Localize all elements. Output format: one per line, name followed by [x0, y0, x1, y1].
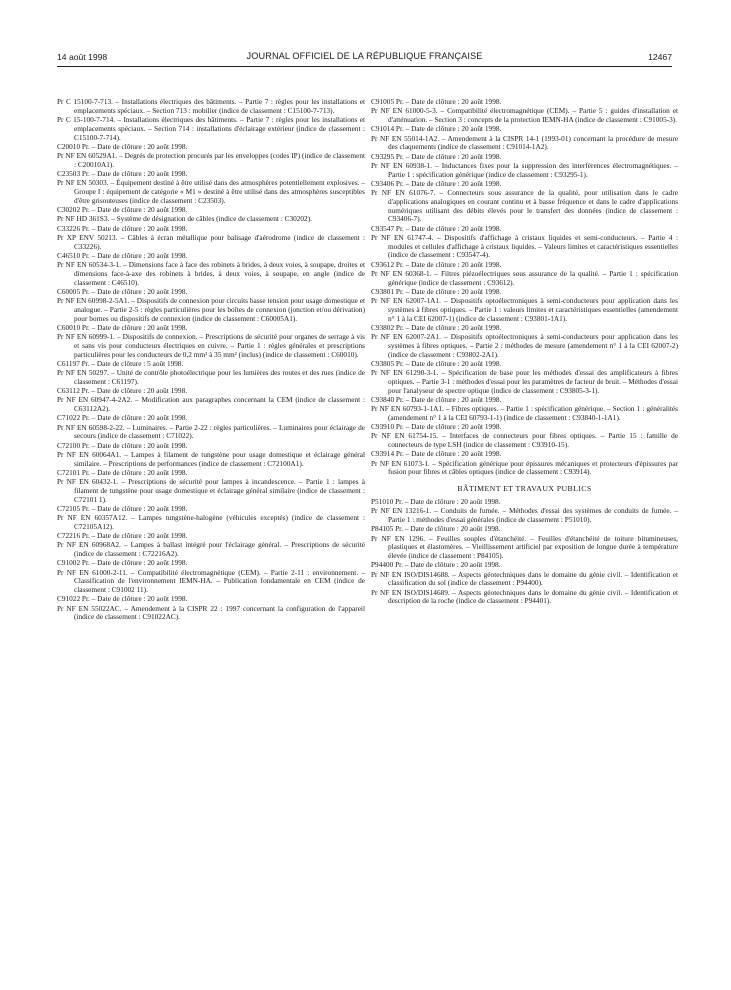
notice-text: – Date de clôture : 20 août 1998. — [89, 322, 188, 332]
notice-text: – Amendement à la CISPR 22 : 1997 concernant la configuration de l'appareil (indice de classement : C91022AC). — [74, 603, 365, 622]
notice-text: – Date de clôture : 20 août 1998. — [403, 151, 502, 161]
notice-entry — [371, 107, 678, 125]
notice-code: P84105 Pr. — [371, 524, 404, 534]
notice-text: – Aspects géotechniques dans le domaine du génie civil. – Identification et description de la roche (indice de classement : P94401). — [388, 587, 679, 606]
notice-code: C72101 Pr. — [57, 467, 90, 477]
notice-code: Pr NF EN 60947-4-2A2. — [57, 395, 133, 405]
notice-text: – Date de clôture : 20 août 1998. — [89, 558, 188, 568]
notice-code: Pr NF EN 60357A12. — [57, 513, 128, 522]
notice-code: Pr NF EN 50303. — [57, 178, 109, 188]
notice-text: – Date de clôture : 20 août 1998. — [403, 178, 502, 188]
notice-code: Pr NF EN 60998-2-5A1. — [57, 296, 130, 305]
notice-text: – Interfaces de connecteurs pour fibres optiques. – Partie 15 : famille de connecteurs de type LSH (indice de classement : C93910-15). — [388, 431, 678, 449]
notice-entry — [371, 507, 678, 525]
notice-text: – Spécification générique pour épissures mécaniques et protecteurs d'épissures par fusion pour fibres et câbles optiques (indice de classement : C93914). — [388, 458, 678, 477]
page-header — [57, 50, 672, 64]
notice-entry — [57, 152, 365, 170]
notice-entry — [57, 541, 365, 559]
notice-code: P94400 Pr. — [371, 560, 404, 570]
notice-text: – Unité de contrôle photoélectrique pour les lumières des routes et des rues (indice de classement : C61197). — [74, 368, 365, 386]
notice-text: – Système de désignation de câbles (indice de classement : C30202). — [109, 214, 312, 224]
notice-text: – Date de clôture : 20 août 1998. — [89, 503, 188, 513]
notice-text: – Équipement destiné à être utilisé dans des atmosphères potentiellement explosives. – Groupe I : équipement de catégorie « M1 » destiné à être utilisé dans des atmosphères susceptibles d'être grisouteuses (indice de classement : C23503). — [74, 178, 365, 205]
notice-code: C91014 Pr. — [371, 124, 404, 134]
notice-entry — [57, 369, 365, 387]
notice-code: Pr NF EN 62007-2A1. — [371, 332, 441, 341]
notice-entry — [371, 405, 678, 423]
notice-text: – Dimensions face à face des robinets à brides, à deux voies, à soupape, droites et dimensions face-à-axe des robinets à brides, à deux voies, à soupape, en angle (indice de classement : C46510). — [74, 260, 365, 287]
notice-code: Pr NF EN 60432-1. — [57, 477, 119, 486]
notice-code: C93406 Pr. — [371, 178, 404, 188]
notice-code: C46510 Pr. — [57, 250, 90, 260]
notice-code: Pr XP ENV 50213. — [57, 232, 118, 242]
notice-entry — [57, 261, 365, 287]
notice-text: – Date de clôture : 20 août 1998. — [403, 97, 502, 106]
notice-code: Pr NF EN 61073-1. — [371, 458, 430, 468]
notice-code: C61197 Pr. — [57, 358, 90, 368]
notice-text: – Lampes tungstène-halogène (véhicules exceptés) (indice de classement : C72105A12). — [74, 513, 365, 531]
notice-code: C93910 Pr. — [371, 422, 404, 431]
notice-text: – Compatibilité électromagnétique (CEM). – Partie 5 : guides d'installation et d'atténuation. – Section 3 : concepts de la protection IEMN-HA (indice de classement : C91005-3). — [388, 106, 678, 124]
header-rule — [57, 66, 672, 67]
notice-code: C60010 Pr. — [57, 322, 90, 332]
notice-text: – Date de clôture : 20 août 1998. — [403, 259, 502, 269]
notice-text: – Lampes à filament de tungstène pour usage domestique et éclairage général similaire. – Prescriptions de performances (indice de classement : C72100A1). — [74, 449, 365, 468]
notice-code: Pr NF EN 61076-7. — [371, 188, 436, 197]
notice-code: Pr NF EN 50297. — [57, 368, 109, 377]
notice-code: Pr C 15100-7-713. — [57, 97, 113, 106]
notice-text: – Date de clôture : 20 août 1998. — [89, 531, 188, 540]
notice-entry — [57, 333, 365, 359]
notice-code: Pr NF EN 60368-1. — [371, 268, 432, 278]
notice-code: Pr NF EN 61754-15. — [371, 431, 439, 441]
notice-entry — [371, 432, 678, 450]
notice-text: – Date de clôture : 20 août 1998. — [89, 594, 188, 604]
notice-text: – Degrés de protection procurés par les enveloppes (codes IP) (indice de classement : C20010A1). — [74, 151, 365, 169]
notice-entry — [57, 396, 365, 414]
notice-text: – Dispositifs de connexion. – Prescriptions de sécurité pour organes de serrage à vis et sans vis pour conducteurs électriques en cuivre. – Partie 1 : règles générales et prescriptions particulières pour les conducteurs de 0,2 mm² à 35 mm² (inclus) (indice de classement : C60010). — [74, 332, 365, 359]
notice-text: – Date de clôture : 20 août 1998. — [403, 286, 502, 296]
notice-code: C72216 Pr. — [57, 531, 90, 540]
notice-entry — [371, 189, 678, 224]
notice-entry — [57, 234, 365, 252]
right-column-entries — [371, 98, 678, 477]
notice-text: – Date de clôture : 20 août 1998. — [403, 449, 502, 459]
notice-text: – Aspects géotechniques dans le domaine du génie civil. – Identification et classification du sol (indice de classement : P94400). — [388, 569, 679, 588]
notice-code: Pr NF EN 60598-2-22. — [57, 422, 125, 432]
notice-entry — [57, 424, 365, 442]
notice-code: Pr NF EN 60534-3-1. — [57, 260, 121, 269]
notice-code: Pr C 15-100-7-714. — [57, 115, 116, 124]
notice-entry — [371, 571, 678, 589]
notice-entry — [57, 116, 365, 142]
notice-code: Pr NF EN 61747-4. — [371, 232, 434, 242]
notice-text: – Feuilles souples d'étanchéité. – Feuilles d'étanchéité de toiture bitumineuses, plastiques et élastomères. – Vieillissement artificiel par exposition de longue durée à température élevée (indice de classement : P84105). — [388, 533, 678, 560]
notice-text: – Fibres optiques. – Partie 1 : spécification générique. – Section 1 : généralités (amendement n° 1 à la CEI 60793-1-1) (indice de classement : C93840-1-1A1). — [388, 404, 678, 422]
notice-code: Pr NF HD 361S3. — [57, 214, 110, 224]
notice-code: Pr NF EN ISO/DIS14688. — [371, 569, 450, 579]
notice-text: – Conduits de fumée. – Méthodes d'essai des systèmes de conduits de fumée. – Partie 1 : méthodes d'essai générales (indice de classement : P51010). — [388, 506, 678, 524]
notice-code: Pr NF EN 55014-1A2. — [371, 133, 440, 143]
notice-code: C23503 Pr. — [57, 169, 90, 178]
notice-text: – Date de clôture : 20 août 1998. — [89, 440, 188, 450]
notice-entry — [371, 460, 678, 478]
right-column-entries-2 — [371, 498, 678, 606]
notice-entry — [57, 451, 365, 469]
notice-entry — [371, 297, 678, 323]
notice-entry — [57, 569, 365, 595]
notice-code: C93295 Pr. — [371, 151, 404, 161]
notice-text: – Câbles à écran métallique pour balisage d'aérodrome (indice de classement : C33226). — [74, 232, 365, 251]
notice-entry — [57, 179, 365, 205]
notice-entry — [371, 270, 678, 288]
notice-code: P51010 Pr. — [371, 497, 404, 506]
notice-code: C91022 Pr. — [57, 594, 90, 604]
notice-text: – Date de clôture : 20 août 1998. — [89, 250, 188, 260]
notice-code: C93805 Pr. — [371, 358, 404, 368]
notice-code: Pr NF EN 60064A1. — [57, 449, 122, 459]
notice-code: C93547 Pr. — [371, 223, 404, 233]
notice-text: – Compatibilité électromagnétique (CEM). – Partie 2-11 : environnement. – Classification de l'environnement IEMN-HA. – Publication fondamentale en CEM (indice de classement : C91002 11). — [74, 567, 365, 594]
notice-text: – Luminaires. – Partie 2-22 : règles particulières. – Luminaires pour éclairage de secours (indice de classement : C71022). — [74, 422, 365, 441]
notice-code: Pr NF EN ISO/DIS14689. — [371, 587, 450, 597]
left-column — [57, 98, 365, 623]
notice-code: C91002 Pr. — [57, 558, 90, 568]
notice-text: – Date de clôture : 20 août 1998. — [403, 394, 502, 404]
notice-code: Pr NF EN 55022AC. — [57, 603, 122, 613]
notice-code: C93612 Pr. — [371, 259, 404, 269]
notice-code: Pr NF EN 60529A1. — [57, 151, 118, 160]
notice-code: Pr NF EN 13216-1. — [371, 506, 432, 516]
notice-entry — [57, 98, 365, 116]
notice-code: C72100 Pr. — [57, 440, 90, 450]
notice-code: C71022 Pr. — [57, 413, 90, 423]
notice-text: – Prescriptions de sécurité pour lampes à incandescence. – Partie 1 : lampes à filament de tungstène pour usage domestique et éclairage général similaire (indice de classement : C72101 1). — [74, 477, 365, 504]
notice-entry — [57, 478, 365, 504]
notice-code: C30202 Pr. — [57, 205, 90, 214]
notice-text: – Modification aux paragraphes concernant la CEM (indice de classement : C63112A2). — [74, 395, 365, 413]
notice-code: Pr NF EN 61000-5-3. — [371, 106, 438, 116]
notice-code: Pr NF EN 61000-2-11. — [57, 567, 128, 577]
notice-code: C72105 Pr. — [57, 503, 90, 513]
header-date: 14 août 1998 — [57, 52, 108, 62]
notice-entry — [371, 535, 678, 561]
notice-entry — [371, 333, 678, 359]
notice-text: – Date de clôture : 20 août 1998. — [403, 422, 502, 431]
notice-text: – Date de clôture : 20 août 1998. — [403, 322, 502, 332]
notice-text: – Date de clôture : 20 août 1998. — [89, 413, 188, 423]
notice-text: – Date de clôture : 20 août 1998. — [89, 467, 188, 477]
notice-code: Pr NF EN 60938-1. — [371, 160, 432, 170]
notice-text: – Date de clôture : 20 août 1998. — [403, 223, 502, 233]
notice-text: – Date de clôture : 20 août 1998. — [89, 223, 188, 233]
notice-text: – Date de clôture : 20 août 1998. — [89, 141, 188, 151]
notice-text: – Date de clôture : 20 août 1998. — [403, 358, 502, 368]
notice-text: – Dispositifs d'affichage à cristaux liquides et semi-conducteurs. – Partie 4 : modules et cellules d'affichage à cristaux liquides. – Valeurs limites et caractéristiques essentielles (indice de classement : C93547-4). — [388, 232, 678, 260]
notice-text: – Dispositifs optoélectroniques à semi-conducteurs pour application dans les systèmes à fibres optiques. – Partie 2 : méthodes de mesure (amendement n° 1 à la CEI 62007-2) (indice de classement : C93802-2A1). — [388, 332, 678, 359]
notice-code: C93801 Pr. — [371, 286, 404, 296]
notice-entry — [57, 297, 365, 323]
notice-code: Pr NF EN 60968A2. — [57, 540, 121, 550]
notice-code: C93840 Pr. — [371, 394, 404, 404]
notice-text: – Installations électriques des bâtiments. – Partie 7 : règles pour les installations et emplacements spéciaux. – Section 713 : mobilier (indice de classement : C15100-7-713). — [74, 97, 365, 115]
notice-entry — [371, 234, 678, 260]
notice-text: – Date de clôture : 20 août 1998. — [89, 286, 188, 296]
notice-entry — [371, 135, 678, 153]
notice-code: Pr NF EN 60793-1-1A1. — [371, 404, 444, 413]
notice-text: – Connecteurs sous assurance de la qualité, pour utilisation dans le cadre d'applications analogiques en courant continu et à basse fréquence et dans le cadre d'applications numériques utilisant des débits élevés pour le transfert des données (indice de classement : C93406-7). — [388, 188, 678, 224]
notice-text: – Date de clôture : 20 août 1998. — [403, 497, 501, 506]
notice-code: C33226 Pr. — [57, 223, 90, 233]
notice-entry — [57, 605, 365, 623]
notice-text: – Filtres piézoélectriques sous assurance de la qualité. – Partie 1 : spécification générique (indice de classement : C93612). — [388, 268, 678, 287]
notice-text: – Date de clôture : 20 août 1998. — [89, 169, 188, 178]
notice-code: C91005 Pr. — [371, 97, 404, 106]
notice-text: – Date de clôture : 5 août 1998. — [89, 358, 184, 368]
notice-text: – Date de clôture : 20 août 1998. — [89, 205, 188, 214]
notice-text: – Dispositifs de connexion pour circuits basse tension pour usage domestique et analogue. – Partie 2-5 : règles particulières pour les boîtes de connexion (jonction et/ou dérivation) pour bornes ou dispositifs de connexion (indice de classement : C60005A1). — [74, 296, 365, 323]
notice-code: C20010 Pr. — [57, 141, 90, 151]
notice-code: C93914 Pr. — [371, 449, 404, 459]
notice-text: – Date de clôture : 20 août 1998. — [89, 386, 188, 395]
notice-code: Pr NF EN 61290-3-1. — [371, 368, 439, 377]
notice-text: – Spécification de base pour les méthodes d'essai des amplificateurs à fibres optiques. – Partie 3-1 : méthodes d'essai pour les paramètres de facteur de bruit. – Méthodes d'essai pour l'analyseur de spectre optique (indice de classement : C93805-3-1). — [388, 368, 678, 395]
notice-text: – Date de clôture : 20 août 1998. — [403, 124, 502, 134]
notice-text: – Lampes à ballast intégré pour l'éclairage général. – Prescriptions de sécurité (indice de classement : C72216A2). — [74, 540, 365, 558]
notice-entry — [371, 589, 678, 607]
notice-text: – Date de clôture : 20 août 1998. — [403, 524, 501, 534]
notice-text: – Inductances fixes pour la suppression des interférences électromagnétiques. – Partie 1 : spécification générique (indice de classement : C93295-1). — [388, 160, 678, 179]
notice-text: – Installations électriques des bâtiments. – Partie 7 : règles pour les installations et emplacements spéciaux. – Section 714 : installations d'éclairage extérieur (indice de classement : C15100-7-714). — [74, 115, 365, 142]
notice-entry — [57, 514, 365, 532]
section-heading: BÂTIMENT ET TRAVAUX PUBLICS — [457, 484, 592, 493]
notice-text: – Date de clôture : 20 août 1998. — [403, 560, 501, 570]
journal-title: JOURNAL OFFICIEL DE LA RÉPUBLIQUE FRANÇAISE — [246, 51, 483, 61]
notice-code: Pr NF EN 60999-1. — [57, 332, 115, 341]
notice-code: Pr NF EN 1296. — [371, 533, 426, 543]
notice-code: C63112 Pr. — [57, 386, 90, 395]
notice-text: – Dispositifs optoélectroniques à semi-conducteurs pour application dans les systèmes à fibres optiques. – Partie 1 : valeurs limites et caractéristiques essentielles (amendement n° 1 à la CEI 62007-1) (indice de classement : C93801-1A1). — [388, 296, 678, 323]
notice-text: – Amendement à la CISPR 14-1 (1993-01) concernant la procédure de mesure des claquements (indice de classement : C91014-1A2). — [388, 133, 679, 152]
notice-code: C60005 Pr. — [57, 286, 90, 296]
right-column — [371, 98, 678, 607]
page-number: 12467 — [648, 52, 672, 62]
notice-code: C93802 Pr. — [371, 322, 404, 332]
notice-entry — [371, 369, 678, 395]
notice-code: Pr NF EN 62007-1A1. — [371, 296, 441, 305]
notice-entry — [371, 162, 678, 180]
